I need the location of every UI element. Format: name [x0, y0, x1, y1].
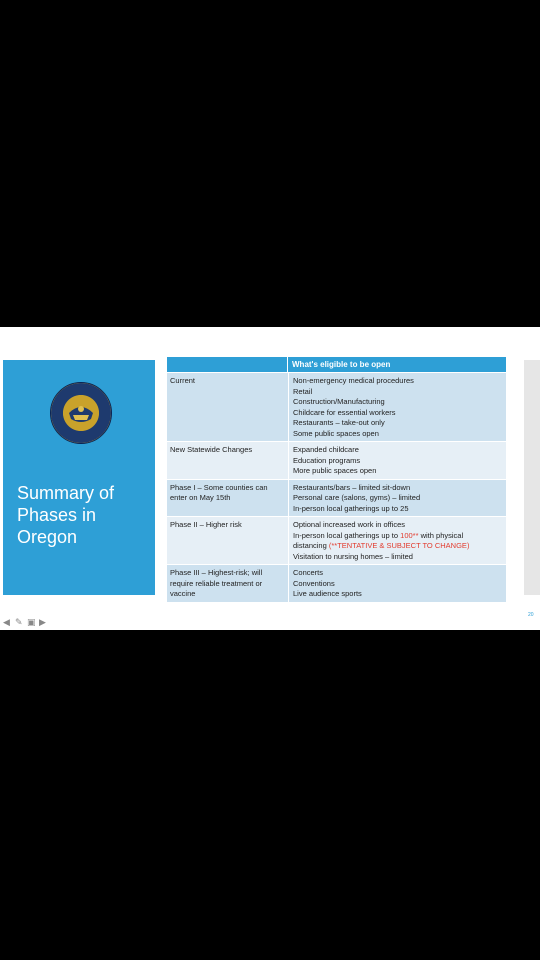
pen-icon[interactable]: ✎ — [15, 617, 23, 627]
table-row — [167, 516, 506, 564]
phase-cell: Phase I – Some counties can enter on May 15th — [170, 482, 268, 502]
eligible-cell: Expanded childcare Education programs More public spaces open — [288, 442, 506, 479]
slide — [0, 327, 540, 630]
phases-table — [167, 357, 506, 602]
table-row — [167, 564, 506, 602]
slide-title: Summary of Phases in Oregon — [17, 483, 115, 547]
presentation-toolbar — [3, 618, 48, 627]
eligible-cell: Non-emergency medical procedures Retail Construction/Manufacturing Childcare for essential workers Restaurants – take-out only Some public spaces open — [288, 373, 506, 441]
slides-icon[interactable]: ▣ — [27, 617, 36, 627]
table-row — [167, 372, 506, 441]
title-panel — [3, 360, 155, 595]
table-row — [167, 479, 506, 517]
next-slide-edge — [524, 360, 540, 595]
eligible-cell: Optional increased work in offices In-person local gatherings up to 100** with physical distancing (**TENTATIVE & SUBJECT TO CHANGE) Visitation to nursing homes – limited — [288, 517, 506, 564]
pointer-icon[interactable]: ▶ — [39, 617, 46, 627]
eligible-cell: Restaurants/bars – limited sit-down Personal care (salons, gyms) – limited In-person local gatherings up to 25 — [288, 480, 506, 517]
header-blank-cell — [167, 357, 287, 372]
table-row — [167, 441, 506, 479]
oregon-seal-icon — [50, 382, 112, 444]
phase-cell: New Statewide Changes — [170, 445, 253, 454]
header-eligible: What's eligible to be open — [287, 357, 506, 372]
slide-number: 20 — [528, 612, 534, 618]
phase-cell: Phase II – Higher risk — [170, 520, 242, 529]
phase-cell: Current — [170, 376, 196, 385]
phase-cell: Phase III – Highest-risk; will require reliable treatment or vaccine — [170, 568, 263, 598]
table-header — [167, 357, 506, 372]
eligible-cell: Concerts Conventions Live audience sports — [288, 565, 506, 602]
back-arrow-icon[interactable]: ◀ — [3, 617, 10, 627]
